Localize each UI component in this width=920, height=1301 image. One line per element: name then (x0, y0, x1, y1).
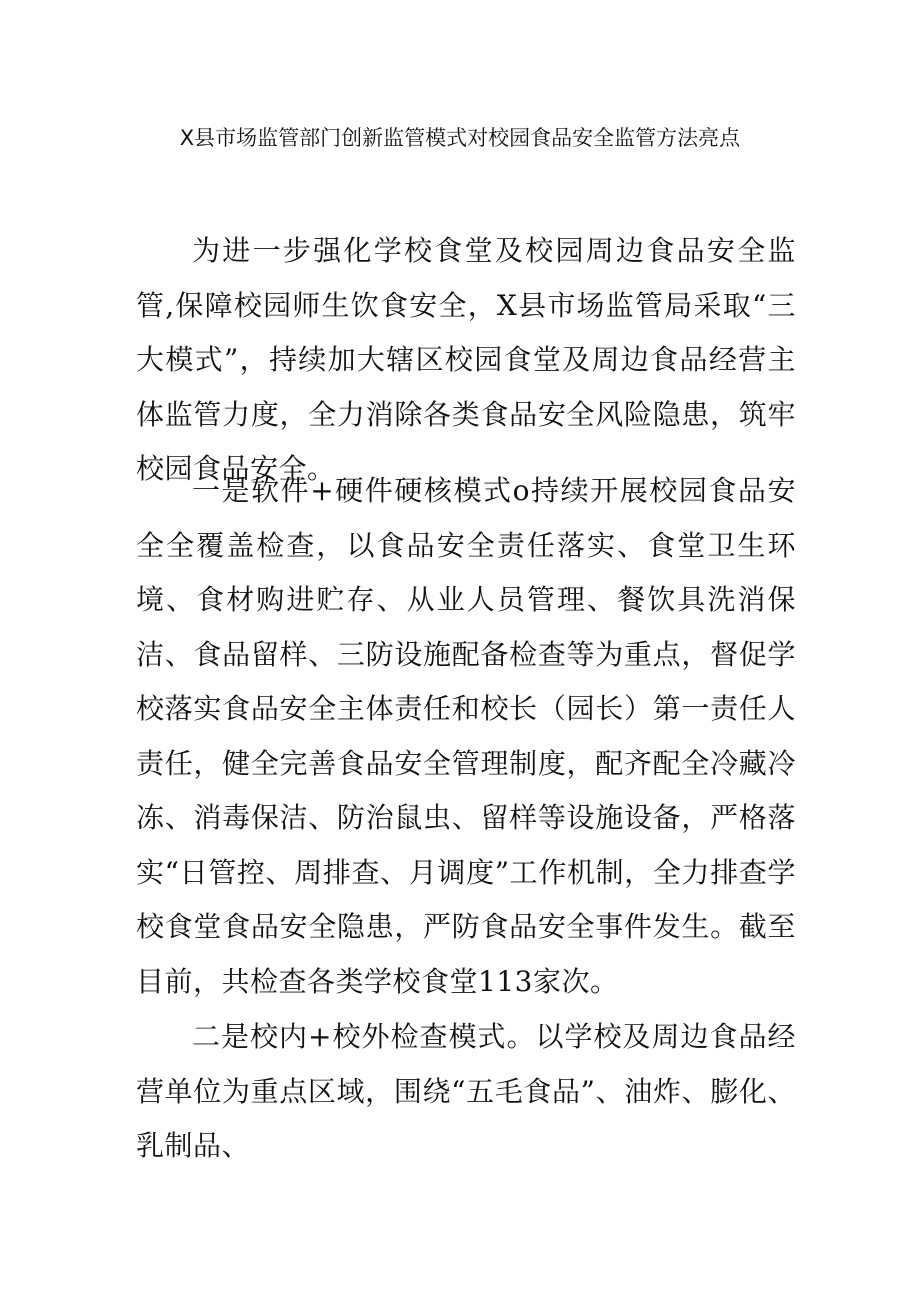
paragraph-software-hardware: 一是软件+硬件硬核模式o持续开展校园食品安全全覆盖检查，以食品安全责任落实、食堂卫生环境、食材购进贮存、从业人员管理、餐饮具洗消保洁、食品留样、三防设施配备检查等为重点，督促学校落实食品安全主体责任和校长（园长）第一责任人责任，健全完善食品安全管理制度，配齐配全冷藏冷冻、消毒保洁、防治鼠虫、留样等设施设备，严格落实“日管控、周排查、月调度”工作机制，全力排查学校食堂食品安全隐患，严防食品安全事件发生。截至目前，共检查各类学校食堂113家次。 (136, 474, 796, 998)
document-title: X县市场监管部门创新监管模式对校园食品安全监管方法亮点 (179, 126, 741, 150)
paragraph-intro: 为进一步强化学校食堂及校园周边食品安全监管,保障校园师生饮食安全，X县市场监管局采取“三大模式”，持续加大辖区校园食堂及周边食品经营主体监管力度，全力消除各类食品安全风险隐患，筑牢校园食品安全。 (136, 234, 796, 485)
paragraph-inside-outside: 二是校内+校外检查模式。以学校及周边食品经营单位为重点区域，围绕“五毛食品”、油炸、膨化、乳制品、 (136, 1020, 796, 1162)
